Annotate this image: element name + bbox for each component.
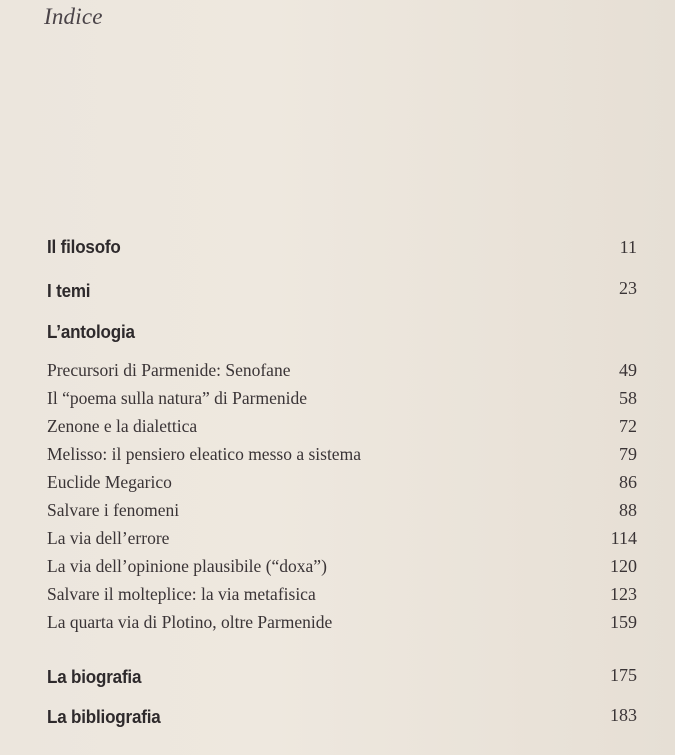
toc-label: Il “poema sulla natura” di Parmenide bbox=[47, 388, 307, 408]
toc-label: La quarta via di Plotino, oltre Parmenide bbox=[47, 612, 333, 632]
toc-section-la-bibliografia bbox=[0, 706, 675, 734]
toc-label: La via dell’opinione plausibile (“doxa”) bbox=[47, 556, 327, 576]
toc-page-number: 49 bbox=[619, 360, 637, 380]
toc-page-number: 114 bbox=[610, 528, 637, 548]
toc-label: La bibliografia bbox=[47, 706, 161, 727]
toc-entry bbox=[0, 472, 675, 500]
toc-page-number: 58 bbox=[619, 388, 637, 408]
toc-entry bbox=[0, 528, 675, 556]
toc-label: Melisso: il pensiero eleatico messo a sistema bbox=[47, 444, 361, 464]
toc-section-il-filosofo bbox=[0, 236, 675, 264]
toc-page-number: 183 bbox=[610, 705, 637, 725]
toc-label: I temi bbox=[47, 280, 91, 301]
toc-page-number: 159 bbox=[610, 612, 637, 632]
toc-page-number: 88 bbox=[619, 500, 637, 520]
toc-entry bbox=[0, 612, 675, 640]
toc-page-number: 72 bbox=[619, 416, 637, 436]
toc-page-number: 79 bbox=[619, 444, 637, 464]
toc-page-number: 86 bbox=[619, 472, 637, 492]
toc-label: L’antologia bbox=[47, 321, 135, 342]
toc-page-number: 120 bbox=[610, 556, 637, 576]
toc-entry bbox=[0, 360, 675, 388]
toc-page-number: 23 bbox=[619, 278, 637, 298]
toc-label: Salvare il molteplice: la via metafisica bbox=[47, 584, 316, 604]
toc-entry bbox=[0, 444, 675, 472]
toc-page-number: 123 bbox=[610, 584, 637, 604]
toc-label: La biografia bbox=[47, 666, 142, 687]
toc-label: La via dell’errore bbox=[47, 528, 170, 548]
toc-section-la-biografia bbox=[0, 666, 675, 694]
toc-label: Euclide Megarico bbox=[47, 472, 172, 492]
toc-entry bbox=[0, 416, 675, 444]
toc-page-number: 11 bbox=[619, 237, 637, 257]
page-title: Indice bbox=[44, 4, 103, 29]
toc-label: Precursori di Parmenide: Senofane bbox=[47, 360, 291, 380]
toc-label: Il filosofo bbox=[47, 236, 121, 257]
toc-entry bbox=[0, 556, 675, 584]
toc-entry bbox=[0, 500, 675, 528]
toc-entry bbox=[0, 584, 675, 612]
toc-label: Salvare i fenomeni bbox=[47, 500, 180, 520]
toc-entry bbox=[0, 388, 675, 416]
toc-section-i-temi bbox=[0, 280, 675, 308]
toc-page-number: 175 bbox=[610, 665, 637, 685]
toc-section-l-antologia bbox=[0, 321, 675, 349]
toc-label: Zenone e la dialettica bbox=[47, 416, 198, 436]
